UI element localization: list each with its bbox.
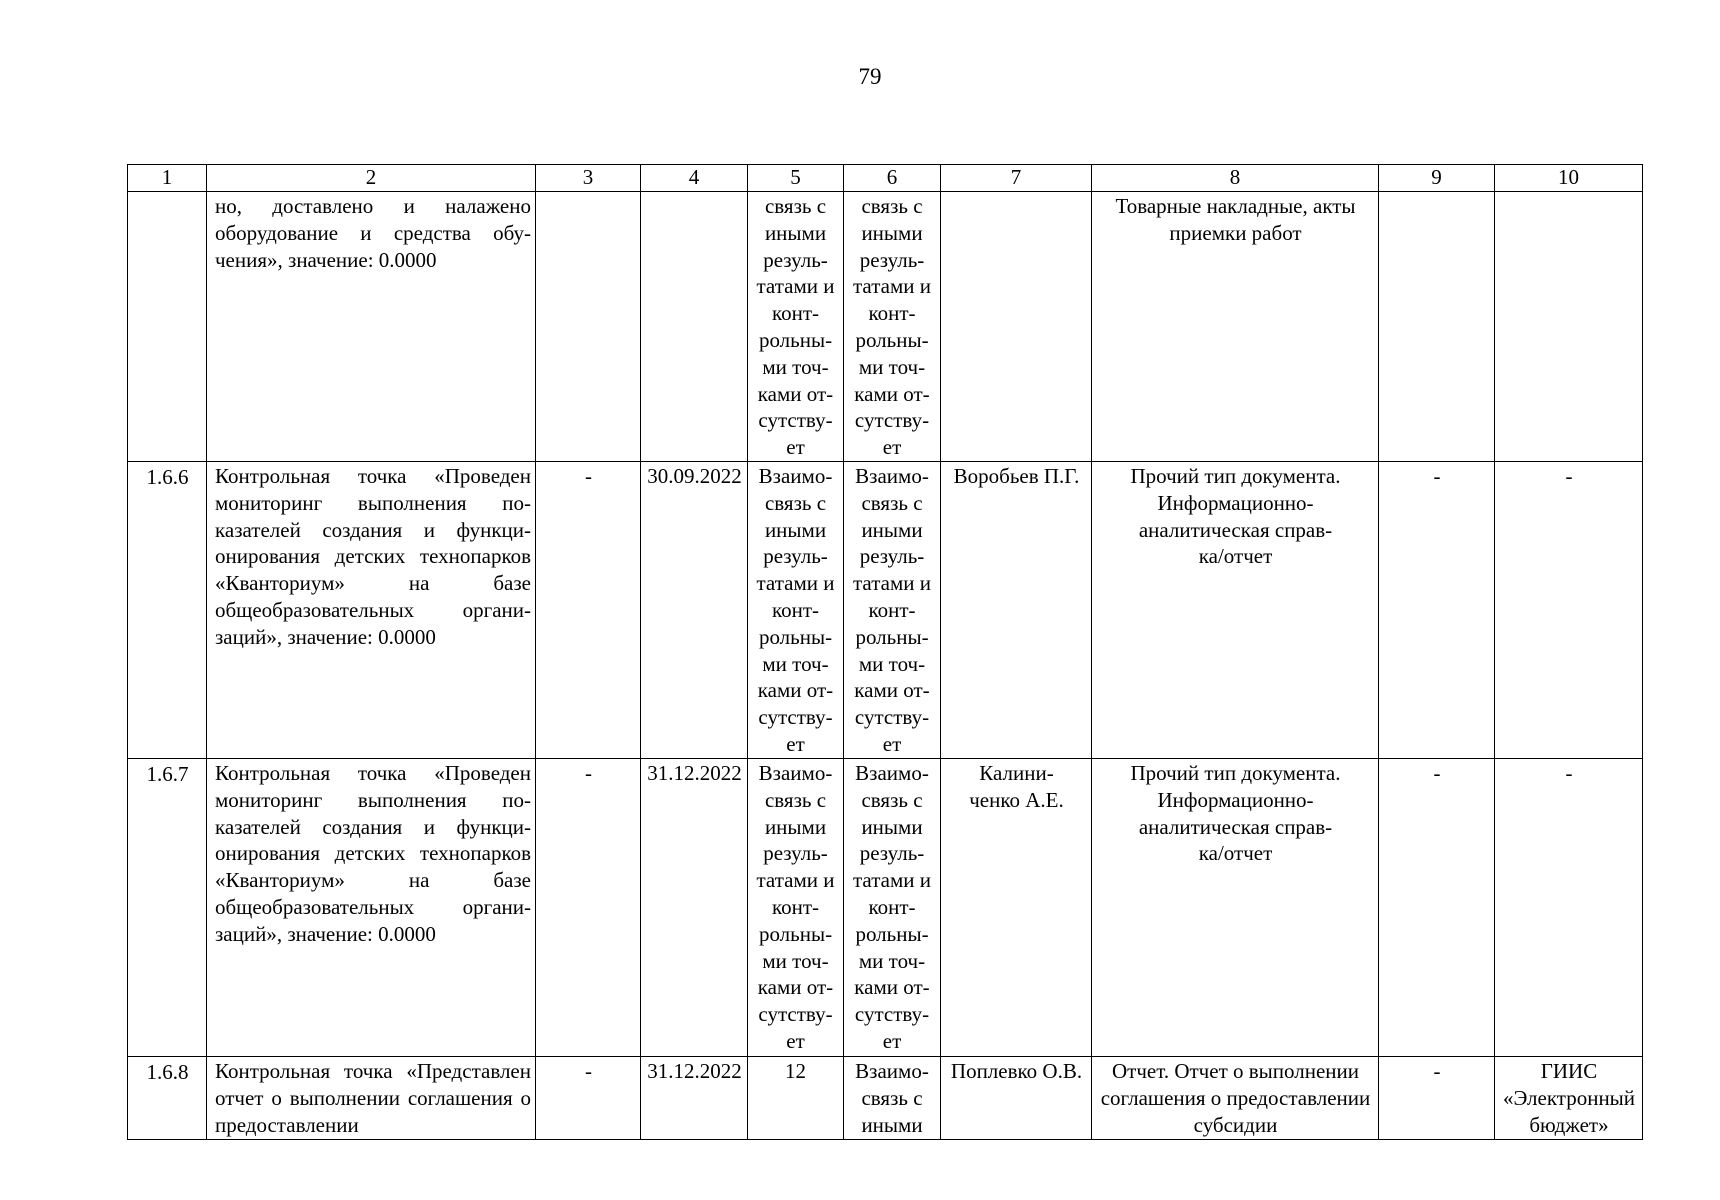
row-number: 1.6.6: [128, 461, 207, 758]
col3-cell: -: [536, 1056, 641, 1139]
document-type: Товарные накладные, акты приемки работ: [1092, 192, 1379, 462]
date-cell: 31.12.2022: [641, 1056, 748, 1139]
table-row: [128, 461, 1643, 758]
column-header: 4: [641, 165, 748, 192]
row-number: 1.6.7: [128, 758, 207, 1056]
column-header: 6: [844, 165, 941, 192]
table-row: [128, 1056, 1643, 1139]
document-type: Прочий тип документа. Информационно- аналитическая справ- ка/отчет: [1092, 758, 1379, 1056]
col6-cell: Взаимо- связь с иными резуль- татами и конт- рольны- ми точ- ками от- сутству- ет: [844, 758, 941, 1056]
control-point-name: Контрольная точка «Проведен мониторинг выполнения показателей создания и функционирования детских технопарков «Кванториум» на базе общеобразовательных организаций», значение: 0.0000: [207, 461, 536, 758]
col10-cell: [1495, 192, 1643, 462]
col6-cell: Взаимо- связь с иными: [844, 1056, 941, 1139]
column-header: 10: [1495, 165, 1643, 192]
col9-cell: -: [1379, 461, 1495, 758]
date-cell: [641, 192, 748, 462]
column-header: 1: [128, 165, 207, 192]
table-row: [128, 758, 1643, 1056]
row-number: 1.6.8: [128, 1056, 207, 1139]
row-number: [128, 192, 207, 462]
col6-cell: связь с иными резуль- татами и конт- рольны- ми точ- ками от- сутству- ет: [844, 192, 941, 462]
col10-cell: -: [1495, 461, 1643, 758]
col10-cell: ГИИС «Электронный бюджет»: [1495, 1056, 1643, 1139]
column-header: 5: [748, 165, 844, 192]
document-type: Прочий тип документа. Информационно- аналитическая справ- ка/отчет: [1092, 461, 1379, 758]
col5-cell: Взаимо- связь с иными резуль- татами и конт- рольны- ми точ- ками от- сутству- ет: [748, 758, 844, 1056]
control-point-name: Контрольная точка «Проведен мониторинг выполнения показателей создания и функционирования детских технопарков «Кванториум» на базе общеобразовательных организаций», значение: 0.0000: [207, 758, 536, 1056]
col6-cell: Взаимо- связь с иными резуль- татами и конт- рольны- ми точ- ками от- сутству- ет: [844, 461, 941, 758]
col5-cell: связь с иными резуль- татами и конт- рольны- ми точ- ками от- сутству- ет: [748, 192, 844, 462]
control-point-name: но, доставлено и налажено оборудование и средства обучения», значение: 0.0000: [207, 192, 536, 462]
document-type: Отчет. Отчет о выполнении соглашения о предоставлении субсидии: [1092, 1056, 1379, 1139]
col9-cell: -: [1379, 1056, 1495, 1139]
column-header: 3: [536, 165, 641, 192]
header-row: [128, 165, 1643, 192]
responsible-person: Поплевко О.В.: [941, 1056, 1092, 1139]
responsible-person: [941, 192, 1092, 462]
column-header: 7: [941, 165, 1092, 192]
column-header: 8: [1092, 165, 1379, 192]
control-points-table: [127, 164, 1643, 1140]
col3-cell: -: [536, 758, 641, 1056]
responsible-person: Калини- ченко А.Е.: [941, 758, 1092, 1056]
col3-cell: [536, 192, 641, 462]
col10-cell: -: [1495, 758, 1643, 1056]
page-number: 79: [858, 64, 882, 89]
control-point-name: Контрольная точка «Представлен отчет о выполнении соглашения о предоставлении: [207, 1056, 536, 1139]
column-header: 2: [207, 165, 536, 192]
column-header: 9: [1379, 165, 1495, 192]
col9-cell: -: [1379, 758, 1495, 1056]
col5-cell: Взаимо- связь с иными резуль- татами и конт- рольны- ми точ- ками от- сутству- ет: [748, 461, 844, 758]
responsible-person: Воробьев П.Г.: [941, 461, 1092, 758]
col9-cell: [1379, 192, 1495, 462]
table-row: [128, 192, 1643, 462]
date-cell: 30.09.2022: [641, 461, 748, 758]
col3-cell: -: [536, 461, 641, 758]
col5-cell: 12: [748, 1056, 844, 1139]
date-cell: 31.12.2022: [641, 758, 748, 1056]
